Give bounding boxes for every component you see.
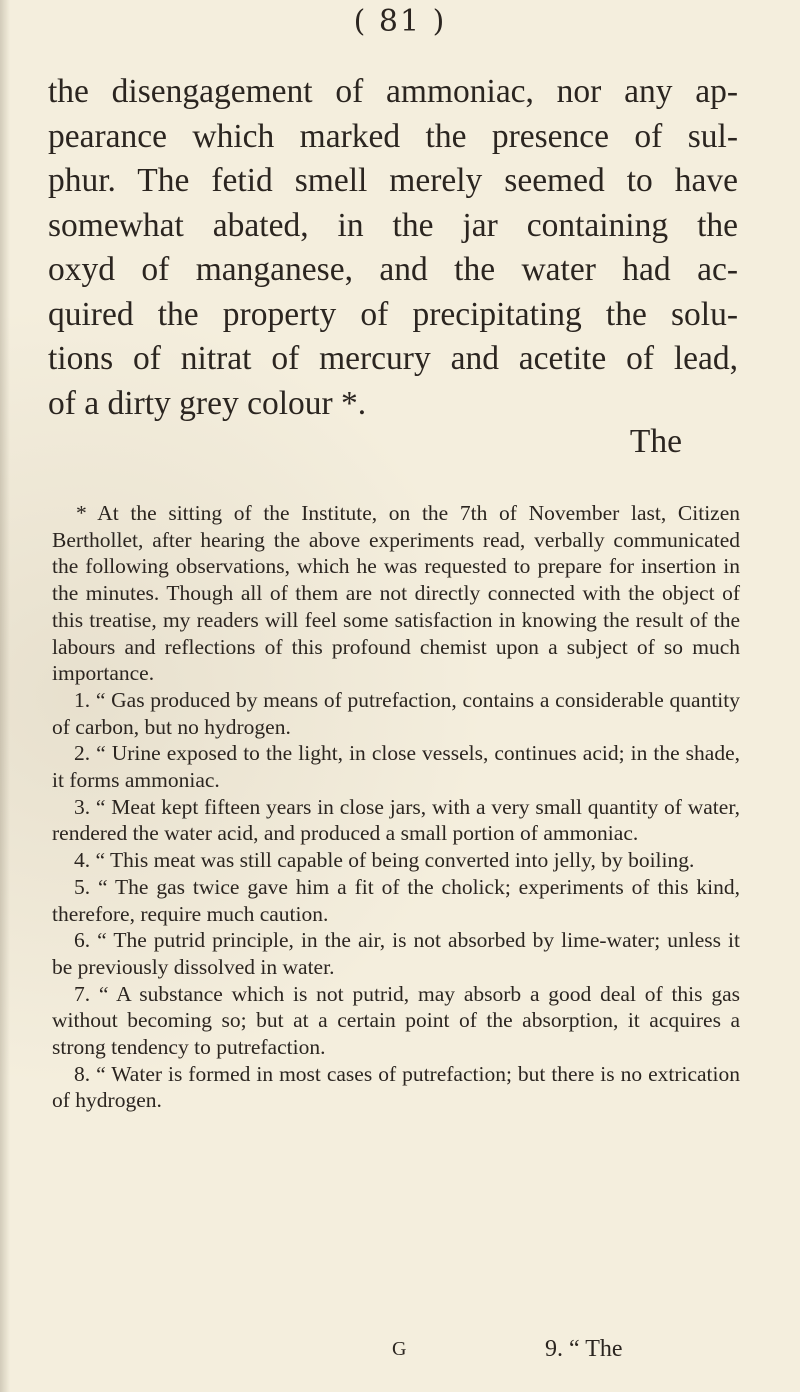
main-text: [48, 70, 738, 426]
catchword: The: [629, 423, 682, 460]
text-line: tions of nitrat of mercury and acetite of lead,: [48, 340, 738, 377]
next-page-catchword: 9. “ The: [545, 1336, 623, 1362]
page-number: ( 81 ): [353, 4, 447, 39]
signature-mark: G: [392, 1338, 407, 1360]
footnote-item: 8. “ Water is formed in most cases of putrefaction; but there is no extrication of hydrogen.: [52, 1061, 740, 1113]
text-line: of a dirty grey colour *.: [48, 384, 367, 422]
text-line: somewhat abated, in the jar containing the: [48, 206, 738, 244]
footnote-item: 7. “ A substance which is not putrid, may absorb a good deal of this gas without becoming so; but at a certain point of the absorption, it acquires a strong tendency to putrefaction.: [52, 981, 740, 1060]
footnote-item: 4. “ This meat was still capable of being converted into jelly, by boiling.: [74, 848, 695, 873]
footnote-item: 5. “ The gas twice gave him a fit of the cholick; experiments of this kind, therefore, require much caution.: [52, 874, 740, 926]
footnote-item: 6. “ The putrid principle, in the air, is not absorbed by lime-water; unless it be previously dissolved in water.: [52, 928, 740, 979]
text-line: phur. The fetid smell merely seemed to have: [48, 162, 738, 199]
text-line: pearance which marked the presence of sul-: [48, 117, 738, 155]
footnote-intro: * At the sitting of the Institute, on the 7th of November last, Citizen Berthollet, after hearing the above experiments read, verbally communicated the following observations, which he was requested to prepare for insertion in the minutes. Though all of them are not directly connected with the object of this treatise, my readers will feel some satisfaction in knowing the result of the labours and reflections of this profound chemist upon a subject of so much importance.: [52, 501, 740, 686]
text-line: quired the property of precipitating the solu-: [48, 295, 738, 333]
text-line: the disengagement of ammoniac, nor any ap-: [48, 73, 738, 110]
text-line: oxyd of manganese, and the water had ac-: [48, 251, 738, 288]
footnote: [52, 500, 740, 1114]
footnote-item: 3. “ Meat kept fifteen years in close jars, with a very small quantity of water, rendered the water acid, and produced a small portion of ammoniac.: [52, 794, 740, 846]
footnote-item: 1. “ Gas produced by means of putrefaction, contains a considerable quantity of carbon, but no hydrogen.: [52, 687, 740, 739]
footnote-item: 2. “ Urine exposed to the light, in close vessels, continues acid; in the shade, it forms ammoniac.: [52, 741, 740, 793]
